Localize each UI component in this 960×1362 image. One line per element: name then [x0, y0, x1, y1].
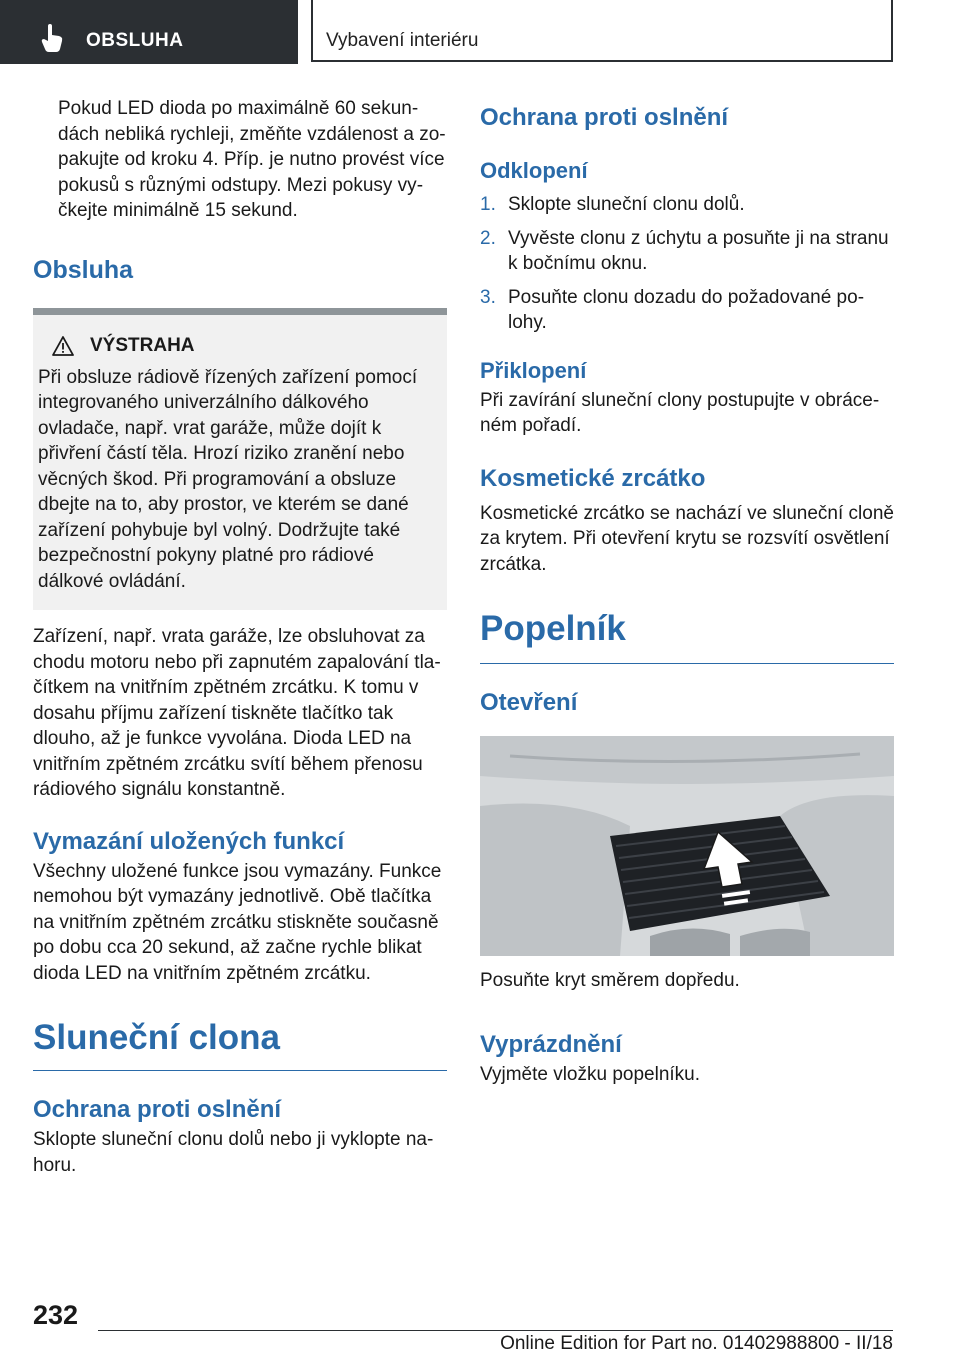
ashtray-arrow-illustration	[480, 736, 894, 956]
operation-paragraph: Zařízení, např. vrata garáže, lze obsluhovat za chodu motoru nebo při zapnutém zapalování tlačítkem na vnitřním zpětném zrcátku. K tomu v dosahu příjmu zařízení tiskněte tlačítko tak dlouho, až je funkce vyvolána. Dioda LED na vnitřním zpětném zrcátku svítí během přenosu rádiového signálu konstantně.	[33, 626, 441, 800]
warning-text: Při obsluze rádiově řízených zařízení pomocí integrovaného univerzálního dálkového ovladače, např. vrat garáže, může dojít k přivření částí těla. Hrozí riziko zranění nebo věcných škod. Při programování a obsluze dbejte na to, aby prostor, ve kterém se dané zařízení pohybuje byl volný. Dodržujte také bezpečnostní pokyny platné pro rádiové dálkové ovládání.	[38, 366, 418, 592]
list-item: 2. Vyvěste clonu z úchytu a posuňte ji na stranu k bočnímu oknu.	[480, 227, 889, 274]
ashtray-heading: Popelník	[480, 609, 626, 648]
page-number: 232	[33, 1300, 79, 1330]
ashtray-rule	[480, 663, 894, 664]
erase-paragraph: Všechny uložené funkce jsou vymazány. Funkce nemohou být vymazány jednotlivě. Obě tlačítka na vnitřním zpětném zrcátku stiskněte současně po dobu cca 20 sekund, až začne rychle blikat dioda LED na vnitřním zpětném zrcátku.	[33, 860, 442, 984]
list-item: 1. Sklopte sluneční clonu dolů.	[480, 194, 745, 215]
footer-rule	[98, 1330, 893, 1331]
section-title: Vybavení interiéru	[326, 30, 479, 51]
mirror-heading: Kosmetické zrcátko	[480, 464, 706, 492]
hand-pointer-icon	[40, 24, 64, 52]
image-caption: Posuňte kryt směrem dopředu.	[480, 970, 740, 991]
left-column	[33, 96, 447, 1178]
empty-heading: Vyprázdnění	[480, 1030, 622, 1058]
intro-paragraph: Pokud LED dioda po maximálně 60 sekundách nebliká rychleji, změňte vzdálenost a zopakujte od kroku 4. Příp. je nutno provést více pokusů s různými odstupy. Mezi pokusy vyčkejte minimálně 15 sekund.	[58, 98, 446, 221]
warning-box	[33, 308, 447, 611]
erase-heading: Vymazání uložených funkcí	[33, 827, 345, 855]
empty-paragraph: Vyjměte vložku popelníku.	[480, 1063, 701, 1085]
chapter-label: OBSLUHA	[86, 30, 184, 51]
right-column	[480, 102, 894, 1087]
warning-triangle-icon	[52, 336, 74, 356]
swing-heading: Odklopení	[480, 158, 588, 183]
open-heading: Otevření	[480, 689, 578, 716]
warning-bar	[33, 308, 447, 315]
list-item: 3. Posuňte clonu dozadu do požadované polohy.	[480, 286, 865, 333]
swing-steps	[480, 192, 894, 336]
obsluha-heading: Obsluha	[33, 255, 134, 284]
edition-text: Online Edition for Part no. 01402988800 - II/18	[500, 1333, 893, 1354]
warning-title: VÝSTRAHA	[90, 334, 195, 356]
glare-paragraph: Sklopte sluneční clonu dolů nebo ji vyklopte nahoru.	[33, 1129, 434, 1176]
sunvisor-rule	[33, 1070, 447, 1071]
fold-paragraph: Při zavírání sluneční clony postupujte v obráceném pořadí.	[480, 389, 880, 436]
glare-heading-left: Ochrana proti oslnění	[33, 1096, 282, 1123]
section-header	[311, 0, 893, 62]
sunvisor-heading: Sluneční clona	[33, 1018, 280, 1057]
glare-heading-right: Ochrana proti oslnění	[480, 104, 729, 131]
chapter-tab	[0, 0, 298, 64]
mirror-paragraph: Kosmetické zrcátko se nachází ve sluneční cloně za krytem. Při otevření krytu se rozsvítí osvětlení zrcátka.	[480, 502, 894, 575]
fold-heading: Přiklopení	[480, 357, 587, 383]
